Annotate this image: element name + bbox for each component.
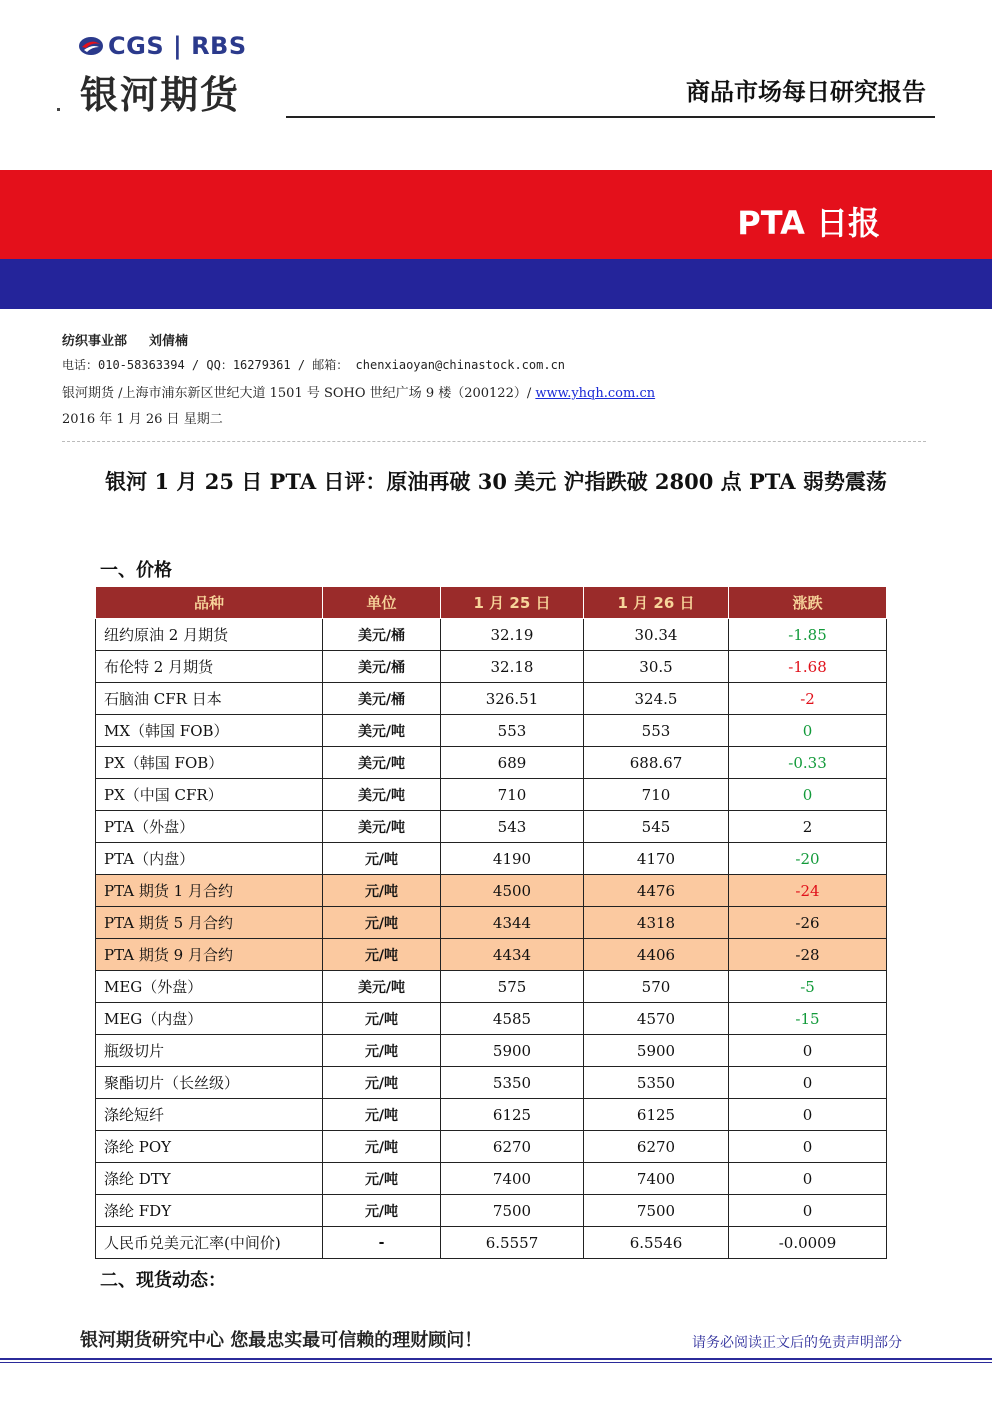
section-title-spot: 二、现货动态： — [100, 1270, 226, 1291]
cell-unit: 元/吨 — [323, 1131, 441, 1163]
cell-jan25: 4500 — [441, 875, 584, 907]
cell-jan25: 689 — [441, 747, 584, 779]
cell-jan26: 6.5546 — [584, 1227, 729, 1259]
table-row — [96, 875, 887, 907]
address-line — [62, 382, 655, 401]
report-date: 2016 年 1 月 26 日 星期二 — [62, 412, 223, 427]
cell-jan26: 570 — [584, 971, 729, 1003]
cell-unit: 元/吨 — [323, 1163, 441, 1195]
cell-change: -5 — [729, 971, 887, 1003]
cell-name: MEG（外盘） — [96, 971, 323, 1003]
cell-jan26: 4570 — [584, 1003, 729, 1035]
decor-dot — [57, 108, 60, 111]
banner-title: PTA 日报 — [737, 204, 880, 242]
cell-jan25: 575 — [441, 971, 584, 1003]
table-row — [96, 1227, 887, 1259]
footer-slogan: 银河期货研究中心 您最忠实最可信赖的理财顾问！ — [80, 1330, 483, 1351]
cell-unit: 元/吨 — [323, 1099, 441, 1131]
cell-name: 石脑油 CFR 日本 — [96, 683, 323, 715]
cell-change: -28 — [729, 939, 887, 971]
cell-jan25: 4344 — [441, 907, 584, 939]
cell-change: -20 — [729, 843, 887, 875]
cell-jan25: 326.51 — [441, 683, 584, 715]
cell-jan26: 5900 — [584, 1035, 729, 1067]
cell-jan25: 710 — [441, 779, 584, 811]
address-text: 银河期货 /上海市浦东新区世纪大道 1501 号 SOHO 世纪广场 9 楼（200122）/ — [62, 386, 536, 401]
cell-jan25: 32.18 — [441, 651, 584, 683]
cell-name: MX（韩国 FOB） — [96, 715, 323, 747]
author-name: 刘倩楠 — [149, 334, 189, 349]
cell-unit: 元/吨 — [323, 875, 441, 907]
cell-jan26: 30.5 — [584, 651, 729, 683]
table-row — [96, 971, 887, 1003]
cell-jan26: 324.5 — [584, 683, 729, 715]
cell-unit: 美元/吨 — [323, 811, 441, 843]
cell-jan26: 4406 — [584, 939, 729, 971]
cell-change: -1.85 — [729, 619, 887, 651]
header-divider — [286, 116, 935, 118]
cell-change: 0 — [729, 1067, 887, 1099]
website-link[interactable]: www.yhqh.com.cn — [535, 386, 656, 401]
cell-change: -0.33 — [729, 747, 887, 779]
author-line — [62, 330, 188, 349]
col-header-change: 涨跌 — [729, 587, 887, 619]
cell-jan26: 7500 — [584, 1195, 729, 1227]
table-row — [96, 747, 887, 779]
cell-change: -0.0009 — [729, 1227, 887, 1259]
department: 纺织事业部 — [62, 334, 128, 349]
table-row — [96, 907, 887, 939]
cell-name: MEG（内盘） — [96, 1003, 323, 1035]
cell-unit: 元/吨 — [323, 1035, 441, 1067]
cell-unit: 美元/吨 — [323, 747, 441, 779]
table-row — [96, 811, 887, 843]
cell-jan26: 553 — [584, 715, 729, 747]
table-row — [96, 1099, 887, 1131]
contact-line: 电话：010-58363394 / QQ：16279361 / 邮箱： chenxiaoyan@chinastock.com.cn — [62, 358, 566, 372]
cell-unit: 元/吨 — [323, 1195, 441, 1227]
dashed-divider — [62, 441, 926, 442]
cell-name: 涤纶 DTY — [96, 1163, 323, 1195]
cell-change: 0 — [729, 1131, 887, 1163]
cell-jan26: 6125 — [584, 1099, 729, 1131]
cell-jan25: 6.5557 — [441, 1227, 584, 1259]
footer-disclaimer: 请务必阅读正文后的免责声明部分 — [692, 1335, 902, 1351]
cell-change: -1.68 — [729, 651, 887, 683]
cell-name: PTA 期货 1 月合约 — [96, 875, 323, 907]
cell-change: 2 — [729, 811, 887, 843]
logo-text-en: CGS | RBS — [108, 32, 247, 60]
cell-unit: 美元/吨 — [323, 971, 441, 1003]
table-row — [96, 1003, 887, 1035]
col-header-jan26: 1 月 26 日 — [584, 587, 729, 619]
cell-name: PX（韩国 FOB） — [96, 747, 323, 779]
cell-unit: 元/吨 — [323, 1003, 441, 1035]
cell-unit: 美元/桶 — [323, 651, 441, 683]
cell-unit: 美元/吨 — [323, 779, 441, 811]
price-table — [95, 586, 887, 1259]
cell-jan26: 688.67 — [584, 747, 729, 779]
table-row — [96, 1035, 887, 1067]
table-row — [96, 779, 887, 811]
cell-name: PTA 期货 5 月合约 — [96, 907, 323, 939]
cell-name: 涤纶 FDY — [96, 1195, 323, 1227]
cell-unit: 美元/吨 — [323, 715, 441, 747]
cell-unit: - — [323, 1227, 441, 1259]
cell-change: -15 — [729, 1003, 887, 1035]
footer-divider-thin — [0, 1362, 992, 1363]
table-row — [96, 683, 887, 715]
headline: 银河 1 月 25 日 PTA 日评：原油再破 30 美元 沪指跌破 2800 点 PTA 弱势震荡 — [105, 469, 887, 494]
cell-name: 纽约原油 2 月期货 — [96, 619, 323, 651]
cell-jan26: 30.34 — [584, 619, 729, 651]
cell-jan26: 710 — [584, 779, 729, 811]
cgs-logo-icon — [78, 36, 104, 56]
table-row — [96, 1067, 887, 1099]
table-row — [96, 1195, 887, 1227]
cell-unit: 元/吨 — [323, 843, 441, 875]
cell-change: 0 — [729, 1099, 887, 1131]
cell-jan25: 543 — [441, 811, 584, 843]
footer-divider — [0, 1358, 992, 1360]
cell-unit: 美元/桶 — [323, 619, 441, 651]
table-row — [96, 939, 887, 971]
cell-name: PTA（外盘） — [96, 811, 323, 843]
cell-jan26: 4170 — [584, 843, 729, 875]
section-title-price: 一、价格 — [100, 560, 172, 581]
cell-unit: 元/吨 — [323, 939, 441, 971]
cell-jan26: 6270 — [584, 1131, 729, 1163]
table-row — [96, 619, 887, 651]
cell-jan26: 5350 — [584, 1067, 729, 1099]
col-header-jan25: 1 月 25 日 — [441, 587, 584, 619]
cell-jan25: 4585 — [441, 1003, 584, 1035]
cell-change: 0 — [729, 1163, 887, 1195]
cell-name: PX（中国 CFR） — [96, 779, 323, 811]
table-header-row — [96, 587, 887, 619]
cell-name: 布伦特 2 月期货 — [96, 651, 323, 683]
cell-unit: 元/吨 — [323, 907, 441, 939]
cell-name: 瓶级切片 — [96, 1035, 323, 1067]
report-title: 商品市场每日研究报告 — [686, 78, 926, 106]
cell-jan25: 7500 — [441, 1195, 584, 1227]
table-row — [96, 1131, 887, 1163]
cell-unit: 美元/桶 — [323, 683, 441, 715]
cell-name: PTA 期货 9 月合约 — [96, 939, 323, 971]
table-row — [96, 843, 887, 875]
cell-jan25: 553 — [441, 715, 584, 747]
cell-change: -2 — [729, 683, 887, 715]
cell-jan25: 6125 — [441, 1099, 584, 1131]
logo-text-cn: 银河期货 — [80, 73, 241, 117]
table-row — [96, 715, 887, 747]
table-row — [96, 651, 887, 683]
cell-jan25: 4434 — [441, 939, 584, 971]
cell-change: -26 — [729, 907, 887, 939]
cell-unit: 元/吨 — [323, 1067, 441, 1099]
col-header-unit: 单位 — [323, 587, 441, 619]
cell-jan25: 5900 — [441, 1035, 584, 1067]
blue-banner — [0, 259, 992, 309]
cell-jan26: 545 — [584, 811, 729, 843]
cell-jan25: 6270 — [441, 1131, 584, 1163]
cell-change: -24 — [729, 875, 887, 907]
col-header-name: 品种 — [96, 587, 323, 619]
cell-change: 0 — [729, 715, 887, 747]
cell-jan25: 32.19 — [441, 619, 584, 651]
cell-jan26: 4476 — [584, 875, 729, 907]
cell-jan25: 7400 — [441, 1163, 584, 1195]
cell-change: 0 — [729, 1035, 887, 1067]
cell-change: 0 — [729, 779, 887, 811]
cell-name: 涤纶 POY — [96, 1131, 323, 1163]
cell-name: 涤纶短纤 — [96, 1099, 323, 1131]
cell-jan26: 7400 — [584, 1163, 729, 1195]
cell-jan26: 4318 — [584, 907, 729, 939]
cell-name: 聚酯切片（长丝级） — [96, 1067, 323, 1099]
table-row — [96, 1163, 887, 1195]
cell-name: PTA（内盘） — [96, 843, 323, 875]
cell-change: 0 — [729, 1195, 887, 1227]
cell-name: 人民币兑美元汇率(中间价) — [96, 1227, 323, 1259]
cell-jan25: 5350 — [441, 1067, 584, 1099]
cell-jan25: 4190 — [441, 843, 584, 875]
